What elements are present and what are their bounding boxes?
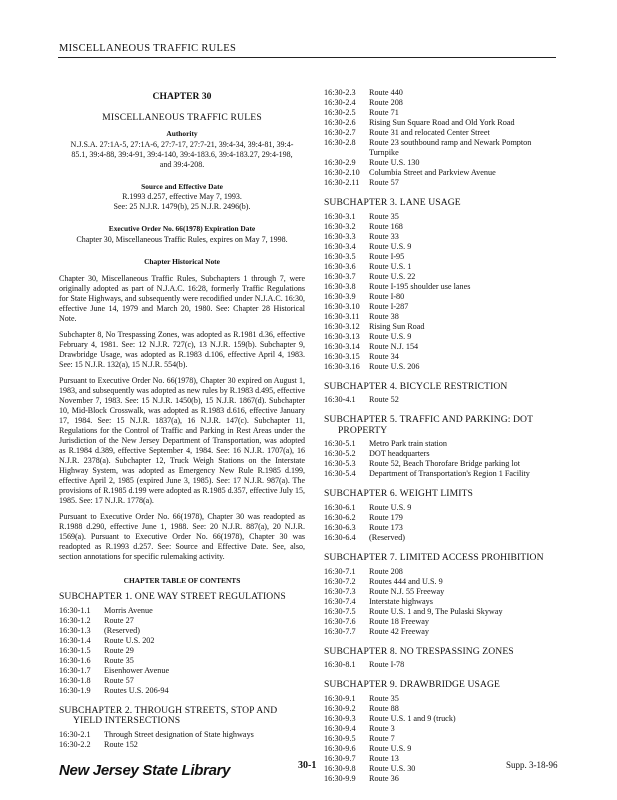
toc-entry xyxy=(324,332,556,342)
section-number: 16:30-2.6 xyxy=(324,118,356,127)
toc-entry xyxy=(324,158,556,168)
toc-entry xyxy=(324,362,556,372)
section-title: Route 18 Freeway xyxy=(369,616,430,626)
section-number: 16:30-2.1 xyxy=(59,729,91,739)
section-number: 16:30-5.1 xyxy=(324,439,356,449)
section-title: Route 35 xyxy=(104,655,134,665)
section-title: Route 13 xyxy=(369,753,399,763)
toc-entry xyxy=(324,449,556,459)
section-title: Morris Avenue xyxy=(104,605,153,615)
toc-entry xyxy=(324,660,556,670)
exec-order-text: Chapter 30, Miscellaneous Traffic Rules, expires on May 7, 1998. xyxy=(76,234,288,244)
section-number: 16:30-2.3 xyxy=(324,88,356,97)
section-number: 16:30-9.7 xyxy=(324,753,356,763)
section-title: (Reserved) xyxy=(369,532,405,542)
exec-order-heading: Executive Order No. 66(1978) Expiration Date xyxy=(108,224,256,234)
left-toc xyxy=(59,592,305,750)
section-number: 16:30-9.3 xyxy=(324,713,356,723)
section-number: 16:30-6.2 xyxy=(324,512,356,522)
section-number: 16:30-1.6 xyxy=(59,655,91,665)
toc-entry xyxy=(324,395,556,405)
toc-entry xyxy=(59,606,305,616)
section-number: 16:30-2.4 xyxy=(324,98,356,107)
toc-entry xyxy=(59,636,305,646)
history-paragraph-3: Pursuant to Executive Order No. 66(1978), Chapter 30 expired on August 1, 1983, and subsequently was adopted as new rules by R.1983 d.495, effective November 7, 1983. See: 15 N.J.R. 1450(b), 15 N.J.R. 1867(d). Subchapter 10, Mid-Block Crosswalk, was adopted as R.1983 d.616, effective January 17, 1984. See: 15 N.J.R. 1837(a), 16 N.J.R. 147(c). Subchapter 11, Regulations for the Control of Traffic and Parking in Rest Areas under the Jurisdiction of the New Jersey Department of Transportation, was adopted as R.1984 d.389, effective September 4, 1984. See: 16 N.J.R. 1707(a), 16 N.J.R. 2378(a). Subchapter 12, Truck Weigh Stations on the Interstate Highway System, was adopted as Emergency New Rule R.1985 d.199, effective April 2, 1985 (expired June 3, 1985). See: 17 N.J.R. 987(a). The provisions of R.1985 d.199 were adopted as R.1985 d.357, effective July 15, 1985. See: 17 N.J.R. 1778(a). xyxy=(59,375,305,505)
toc-entry xyxy=(324,744,556,754)
section-title: Route U.S. 9 xyxy=(369,743,412,753)
toc-entry xyxy=(324,587,556,597)
subchapter-heading: SUBCHAPTER 2. THROUGH STREETS, STOP AND YIELD INTERSECTIONS xyxy=(59,704,278,727)
toc-entry xyxy=(324,704,556,714)
section-number: 16:30-9.1 xyxy=(324,693,356,703)
toc-entry xyxy=(324,617,556,627)
section-number: 16:30-1.3 xyxy=(59,625,91,635)
toc-entry xyxy=(324,212,556,222)
section-title: Route 208 xyxy=(369,98,403,107)
section-title: Route 88 xyxy=(369,703,399,713)
section-title: Route U.S. 1 xyxy=(369,261,412,271)
section-title: Route N.J. 154 xyxy=(369,341,419,351)
section-number: 16:30-7.2 xyxy=(324,576,356,586)
toc-entry xyxy=(324,627,556,637)
section-title: Route 3 xyxy=(369,723,395,733)
section-number: 16:30-2.5 xyxy=(324,108,356,117)
toc-entry xyxy=(324,302,556,312)
section-title: Route 33 xyxy=(369,231,399,241)
section-number: 16:30-2.10 xyxy=(324,168,360,177)
section-title: Route 71 xyxy=(369,108,399,117)
section-number: 16:30-1.8 xyxy=(59,675,91,685)
toc-entry xyxy=(324,694,556,704)
toc-entry xyxy=(324,597,556,607)
history-paragraph-4: Pursuant to Executive Order No. 66(1978), Chapter 30 was readopted as R.1988 d.290, effective June 1, 1988. See: 20 N.J.R. 887(a), 20 N.J.R. 1569(a). Pursuant to Executive Order No. 66(1978), Chapter 30 was readopted as R.1993 d.257. See: Source and Effective Date. See, also, section annotations for specific rulemaking activity. xyxy=(59,511,305,561)
section-title: Route U.S. 22 xyxy=(369,271,416,281)
toc-entry xyxy=(324,252,556,262)
section-number: 16:30-7.4 xyxy=(324,596,356,606)
section-title: Route I-195 shoulder use lanes xyxy=(369,281,471,291)
authority-heading: Authority xyxy=(166,129,198,139)
toc-entry xyxy=(59,730,305,740)
section-number: 16:30-2.7 xyxy=(324,128,356,137)
toc-entry xyxy=(324,178,556,188)
section-number: 16:30-3.8 xyxy=(324,281,356,291)
toc-entry xyxy=(59,626,305,636)
section-number: 16:30-9.9 xyxy=(324,773,356,783)
section-number: 16:30-2.8 xyxy=(324,138,356,147)
section-number: 16:30-3.2 xyxy=(324,221,356,231)
section-number: 16:30-9.8 xyxy=(324,763,356,773)
left-column xyxy=(59,88,305,750)
section-number: 16:30-3.3 xyxy=(324,231,356,241)
section-title: Route I-80 xyxy=(369,291,405,301)
toc-entry xyxy=(324,232,556,242)
page-number: 30-1 xyxy=(298,760,317,771)
toc-entry xyxy=(324,168,556,178)
toc-entry xyxy=(324,724,556,734)
section-title: Rising Sun Road xyxy=(369,321,425,331)
toc-entry xyxy=(324,469,556,479)
section-title: Eisenhower Avenue xyxy=(104,665,170,675)
section-title: DOT headquarters xyxy=(369,449,430,459)
toc-entry xyxy=(324,128,556,138)
section-number: 16:30-3.11 xyxy=(324,311,360,321)
section-title: Route 52, Beach Thorofare Bridge parking lot xyxy=(369,459,521,469)
toc-entry xyxy=(324,523,556,533)
toc-entry xyxy=(324,292,556,302)
section-title: Route 57 xyxy=(104,675,134,685)
section-number: 16:30-3.5 xyxy=(324,251,356,261)
section-title: Through Street designation of State highways xyxy=(104,729,254,739)
section-number: 16:30-3.12 xyxy=(324,321,360,331)
toc-entry xyxy=(59,666,305,676)
section-title: Route 7 xyxy=(369,733,395,743)
section-number: 16:30-3.7 xyxy=(324,271,356,281)
subchapter-heading: SUBCHAPTER 3. LANE USAGE xyxy=(324,197,461,208)
section-title: Route U.S. 30 xyxy=(369,763,416,773)
section-title: Routes U.S. 206-94 xyxy=(104,685,169,695)
toc-entry xyxy=(324,439,556,449)
section-number: 16:30-2.2 xyxy=(59,739,91,749)
section-title: Route 152 xyxy=(104,739,138,749)
toc-entry xyxy=(324,242,556,252)
subchapter-heading: SUBCHAPTER 8. NO TRESPASSING ZONES xyxy=(324,645,514,657)
toc-entry xyxy=(59,676,305,686)
subchapter-heading: SUBCHAPTER 1. ONE WAY STREET REGULATIONS xyxy=(59,591,286,603)
toc-entry xyxy=(324,262,556,272)
section-title: Route 173 xyxy=(369,522,403,532)
supplement-date: Supp. 3-18-96 xyxy=(506,760,558,770)
section-title: Routes 444 and U.S. 9 xyxy=(369,576,443,586)
section-number: 16:30-3.4 xyxy=(324,241,356,251)
section-number: 16:30-1.9 xyxy=(59,685,91,695)
toc-entry xyxy=(324,567,556,577)
section-number: 16:30-3.16 xyxy=(324,361,360,371)
section-title: Route U.S. 9 xyxy=(369,331,412,341)
section-title: Route 38 xyxy=(369,311,399,321)
section-title: Department of Transportation's Region 1 Facility xyxy=(369,469,530,479)
section-number: 16:30-6.1 xyxy=(324,502,356,512)
section-title: Interstate highways xyxy=(369,596,433,606)
section-number: 16:30-1.4 xyxy=(59,635,91,645)
section-title: Route U.S. 9 xyxy=(369,502,412,512)
section-number: 16:30-3.15 xyxy=(324,351,360,361)
section-number: 16:30-6.3 xyxy=(324,522,356,532)
source-text-1: R.1993 d.257, effective May 7, 1993. xyxy=(122,192,242,202)
section-number: 16:30-9.6 xyxy=(324,743,356,753)
toc-entry xyxy=(324,322,556,332)
toc-entry xyxy=(324,577,556,587)
subchapter-heading: SUBCHAPTER 4. BICYCLE RESTRICTION xyxy=(324,380,508,392)
section-title: Route 42 Freeway xyxy=(369,626,430,636)
section-number: 16:30-1.7 xyxy=(59,665,91,675)
history-paragraph-2: Subchapter 8, No Trespassing Zones, was adopted as R.1981 d.36, effective February 4, 1981. See: 12 N.J.R. 727(c), 13 N.J.R. 159(b). Subchapter 9, Drawbridge Usage, was adopted as R.1983 d.106, effective April 4, 1983. See: 15 N.J.R. 132(a), 15 N.J.R. 554(b). xyxy=(59,329,305,369)
chapter-title: MISCELLANEOUS TRAFFIC RULES xyxy=(102,111,262,123)
section-title: Route 179 xyxy=(369,512,403,522)
section-number: 16:30-8.1 xyxy=(324,660,356,670)
section-number: 16:30-3.13 xyxy=(324,331,360,341)
section-number: 16:30-5.4 xyxy=(324,469,356,479)
section-number: 16:30-9.2 xyxy=(324,703,356,713)
section-number: 16:30-3.10 xyxy=(324,301,360,311)
source-text-2: See: 25 N.J.R. 1479(b), 25 N.J.R. 2496(b). xyxy=(113,202,251,212)
toc-entry xyxy=(324,513,556,523)
chapter-number: CHAPTER 30 xyxy=(152,91,212,102)
section-title: Route 440 xyxy=(369,88,403,97)
toc-entry xyxy=(324,774,556,784)
toc-entry xyxy=(59,646,305,656)
section-title: Route U.S. 202 xyxy=(104,635,155,645)
history-paragraph-1: Chapter 30, Miscellaneous Traffic Rules, Subchapters 1 through 7, were originally adopted as part of N.J.A.C. 16:28, formerly Traffic Regulations for State Highways, and subsequently were recodified under N.J.A.C. 16:30, effective June 14, 1979 and March 20, 1980. See: Chapter 28 Historical Note. xyxy=(59,273,305,323)
toc-entry xyxy=(59,656,305,666)
right-column xyxy=(324,88,556,784)
toc-entry xyxy=(324,503,556,513)
section-title: (Reserved) xyxy=(104,625,140,635)
subchapter-heading: SUBCHAPTER 6. WEIGHT LIMITS xyxy=(324,488,473,500)
history-heading: Chapter Historical Note xyxy=(144,256,220,266)
section-title: Route 34 xyxy=(369,351,399,361)
toc-entry xyxy=(324,108,556,118)
section-title: Route U.S. 1 and 9 (truck) xyxy=(369,713,456,723)
section-title: Rising Sun Square Road and Old York Road xyxy=(369,118,515,127)
section-title: Route U.S. 9 xyxy=(369,241,412,251)
section-number: 16:30-7.5 xyxy=(324,606,356,616)
section-number: 16:30-7.7 xyxy=(324,626,356,636)
section-number: 16:30-7.6 xyxy=(324,616,356,626)
toc-heading: CHAPTER TABLE OF CONTENTS xyxy=(123,575,241,585)
section-title: Route 27 xyxy=(104,615,134,625)
section-title: Route N.J. 55 Freeway xyxy=(369,586,445,596)
toc-entry xyxy=(324,88,556,98)
section-number: 16:30-7.1 xyxy=(324,566,356,576)
section-number: 16:30-1.1 xyxy=(59,605,91,615)
header-rule xyxy=(58,57,556,58)
section-number: 16:30-3.9 xyxy=(324,291,356,301)
toc-entry xyxy=(324,607,556,617)
toc-entry xyxy=(59,616,305,626)
section-title: Route U.S. 1 and 9, The Pulaski Skyway xyxy=(369,606,503,616)
section-title: Route I-78 xyxy=(369,660,405,670)
section-number: 16:30-3.14 xyxy=(324,341,360,351)
section-title: Route I-287 xyxy=(369,301,409,311)
section-number: 16:30-5.3 xyxy=(324,459,356,469)
toc-entry xyxy=(324,533,556,543)
section-title: Route 52 xyxy=(369,395,399,405)
section-number: 16:30-1.2 xyxy=(59,615,91,625)
section-title: Route I-95 xyxy=(369,251,405,261)
subchapter-heading: SUBCHAPTER 5. TRAFFIC AND PARKING: DOT PROPERTY xyxy=(324,414,533,436)
section-number: 16:30-3.6 xyxy=(324,261,356,271)
section-number: 16:30-4.1 xyxy=(324,395,356,405)
source-heading: Source and Effective Date xyxy=(141,181,223,191)
library-logo: New Jersey State Library xyxy=(59,762,231,779)
section-title: Route U.S. 130 xyxy=(369,158,420,167)
toc-entry xyxy=(324,312,556,322)
toc-entry xyxy=(324,734,556,744)
section-number: 16:30-2.9 xyxy=(324,158,356,167)
section-title: Columbia Street and Parkview Avenue xyxy=(369,168,496,177)
section-title: Metro Park train station xyxy=(369,439,447,449)
right-toc xyxy=(324,88,556,784)
section-title: Route 23 southbound ramp and Newark Pompton Turnpike xyxy=(369,138,532,157)
section-title: Route U.S. 206 xyxy=(369,361,420,371)
section-title: Route 35 xyxy=(369,693,399,703)
section-number: 16:30-5.2 xyxy=(324,449,356,459)
toc-entry xyxy=(324,272,556,282)
section-title: Route 36 xyxy=(369,773,399,783)
section-number: 16:30-7.3 xyxy=(324,586,356,596)
toc-entry xyxy=(324,714,556,724)
toc-entry xyxy=(59,740,305,750)
subchapter-heading: SUBCHAPTER 7. LIMITED ACCESS PROHIBITION xyxy=(324,551,544,563)
toc-entry xyxy=(324,282,556,292)
toc-entry xyxy=(324,342,556,352)
section-number: 16:30-3.1 xyxy=(324,211,356,221)
section-number: 16:30-1.5 xyxy=(59,645,91,655)
section-number: 16:30-6.4 xyxy=(324,532,356,542)
section-title: Route 168 xyxy=(369,221,403,231)
running-header: MISCELLANEOUS TRAFFIC RULES xyxy=(59,43,237,54)
toc-entry xyxy=(324,352,556,362)
toc-entry xyxy=(324,138,556,158)
section-title: Route 208 xyxy=(369,566,403,576)
toc-entry xyxy=(324,118,556,128)
section-number: 16:30-9.4 xyxy=(324,723,356,733)
section-number: 16:30-9.5 xyxy=(324,733,356,743)
section-title: Route 57 xyxy=(369,178,399,187)
authority-text: N.J.S.A. 27:1A-5, 27:1A-6, 27:7-17, 27:7-21, 39:4-34, 39:4-81, 39:4-85.1, 39:4-88, 39:4-91, 39:4-140, 39:4-183.6, 39:4-183.27, 29:4-198, and 39:4-208. xyxy=(70,139,294,169)
section-title: Route 29 xyxy=(104,645,134,655)
toc-entry xyxy=(324,222,556,232)
toc-entry xyxy=(324,459,556,469)
section-number: 16:30-2.11 xyxy=(324,178,360,187)
toc-entry xyxy=(324,98,556,108)
section-title: Route 31 and relocated Center Street xyxy=(369,128,490,137)
subchapter-heading: SUBCHAPTER 9. DRAWBRIDGE USAGE xyxy=(324,679,500,691)
section-title: Route 35 xyxy=(369,211,399,221)
toc-entry xyxy=(59,686,305,696)
